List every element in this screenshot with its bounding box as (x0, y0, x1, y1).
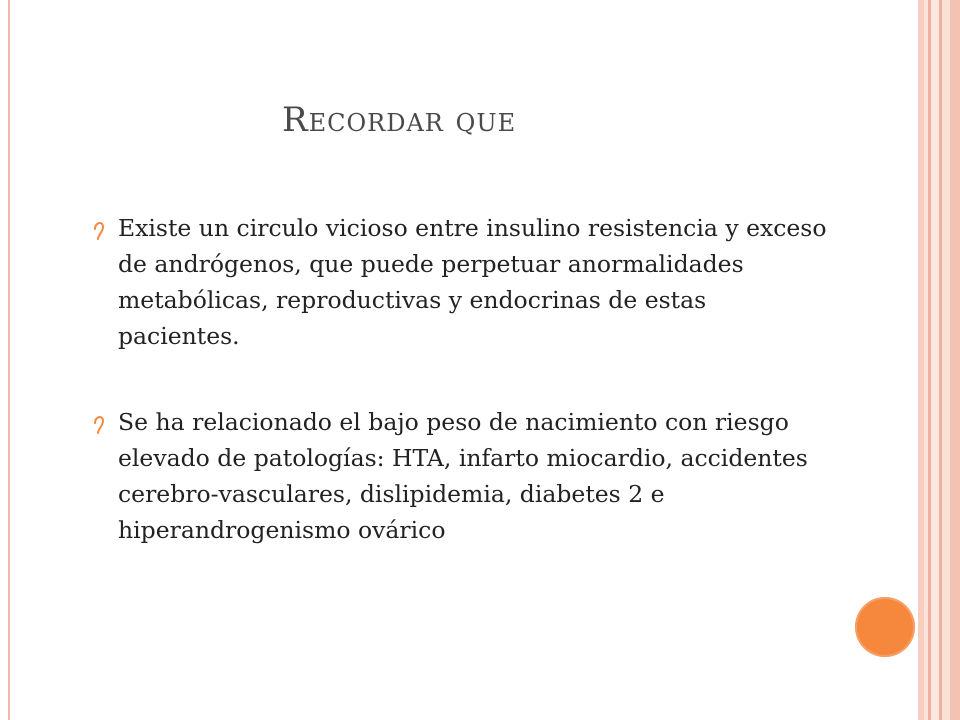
orange-circle-icon (855, 597, 915, 657)
left-border-line (8, 0, 10, 720)
right-stripe (950, 0, 960, 720)
bullet-item (92, 210, 832, 354)
curled-bullet-icon (92, 409, 106, 435)
curled-bullet-icon (92, 215, 106, 241)
bullet-list (92, 210, 832, 598)
slide-title: Recordar que (282, 100, 517, 140)
right-stripe (931, 0, 939, 720)
right-stripe (942, 0, 950, 720)
bullet-text: Existe un circulo vicioso entre insulino resistencia y exceso de andrógenos, que puede perpetuar anormalidades metabólicas, reproductivas y endocrinas de estas pacientes. (118, 214, 827, 350)
bullet-item (92, 404, 832, 548)
bullet-text: Se ha relacionado el bajo peso de nacimiento con riesgo elevado de patologías: HTA, infarto miocardio, accidentes cerebro-vasculares, dislipidemia, diabetes 2 e hiperandrogenismo ovárico (118, 408, 808, 544)
